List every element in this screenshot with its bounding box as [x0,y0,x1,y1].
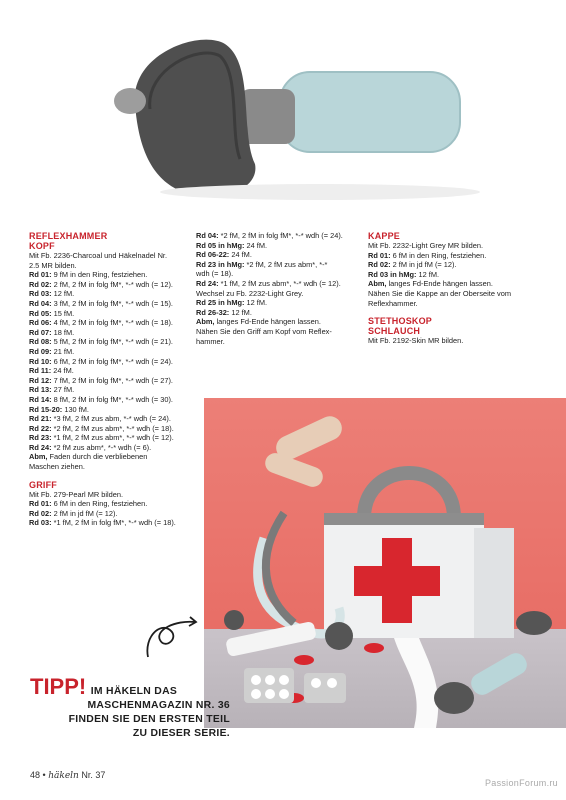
section-title-griff: GRIFF [29,479,57,490]
instruction-line [29,280,187,290]
instruction-text: *3 fM, 2 fM zus abm, *-* wdh (= 24). [51,414,171,424]
instruction-text: Faden durch die verbliebenen [47,452,148,462]
instruction-line [29,251,187,261]
instruction-line [29,405,187,415]
instruction-line [196,250,356,260]
instruction-text: 2 fM in jd fM (= 12). [390,260,457,270]
instruction-text: 24 fM. [229,250,252,260]
instruction-line [29,509,187,519]
instruction-text: *2 fM, 2 fM zus abm*, *-* [244,259,328,269]
instruction-text: *2 fM zus abm*, *-* wdh (= 6). [51,442,152,452]
round-label: Rd 01: [29,499,52,509]
instruction-text: langes Fd-Ende hängen lassen. [214,317,321,327]
instruction-line [368,279,538,289]
page-footer [30,770,105,781]
instruction-line [196,317,356,327]
instruction-text: wdh (= 18). [196,269,234,279]
instruction-text: 24 fM. [51,366,74,376]
tip-line-2: MASCHENMAGAZIN NR. 36 [87,700,230,711]
schlauch-instructions [368,336,538,346]
instruction-text: 12 fM. [229,307,252,317]
instruction-line [29,433,187,443]
round-label: Rd 06-22: [196,250,230,260]
instruction-line [29,443,187,453]
section-title-reflexhammer: REFLEXHAMMER [29,231,108,241]
tip-box [30,676,230,741]
round-label: Rd 11: [29,366,52,376]
instruction-text: Nähen Sie die Kappe an der Oberseite vom [368,288,511,298]
doctor-set-photo [204,398,566,728]
round-label: Rd 24: [196,278,219,288]
instruction-text: 18 fM. [51,327,75,337]
instruction-text: Mit Fb. 2192-Skin MR bilden. [368,336,464,346]
instruction-text: 4 fM, 2 fM in folg fM*, *-* wdh (= 18). [51,318,173,328]
instruction-text: Nähen Sie den Griff am Kopf vom Reflex- [196,326,332,336]
griff-instructions-continued [196,231,356,346]
instruction-line [368,289,538,299]
tip-line-3: FINDEN SIE DEN ERSTEN TEIL [68,714,230,725]
instruction-text: 12 fM. [51,289,75,299]
instruction-text: langes Fd-Ende hängen lassen. [386,279,493,289]
round-label: Rd 01: [368,250,391,260]
round-label: Rd 12: [29,375,52,385]
round-label: Rd 03: [29,289,52,299]
instruction-text: 27 fM. [51,385,75,395]
instruction-line [29,318,187,328]
round-label: Rd 21: [29,414,52,424]
round-label: Rd 25 in hMg: [196,298,245,308]
instruction-text: 6 fM in den Ring, festziehen. [390,250,487,260]
instruction-line [196,337,356,347]
kappe-instructions [368,241,538,308]
instruction-text: *2 fM, 2 fM zus abm*, *-* wdh (= 18). [51,423,174,433]
instruction-line [29,462,187,472]
instruction-line [29,490,187,500]
round-label: Rd 06: [29,318,52,328]
round-label: Rd 01: [29,270,52,280]
instruction-line [29,518,187,528]
instruction-line [29,270,187,280]
instruction-text: 12 fM. [416,269,440,279]
round-label: Abm, [196,317,215,327]
instruction-text: 21 fM. [51,346,75,356]
kopf-instructions [29,251,187,472]
round-label: Rd 08: [29,337,52,347]
instruction-line [196,260,356,270]
round-label: Rd 15-20: [29,404,63,414]
round-label: Rd 03 in hMg: [368,269,417,279]
instruction-line [196,289,356,299]
instruction-line [29,385,187,395]
footer-bullet: • [42,770,46,780]
instruction-text: *1 fM, 2 fM in folg fM*, *-* wdh (= 18). [51,518,176,528]
instruction-line [29,366,187,376]
column-3 [368,231,538,346]
watermark: PassionForum.ru [484,778,558,788]
round-label: Rd 02: [29,508,52,518]
instruction-text: 2.5 MR bilden. [29,260,77,270]
instruction-line [29,499,187,509]
instruction-line [368,241,538,251]
round-label: Rd 23 in hMg: [196,259,245,269]
instruction-line [196,327,356,337]
page-number: 48 [30,770,41,780]
instruction-line [29,299,187,309]
round-label: Rd 04: [196,231,219,240]
round-label: Rd 22: [29,423,52,433]
instruction-text: 24 fM. [244,240,268,250]
round-label: Rd 05 in hMg: [196,240,245,250]
tip-line-1: IM HÄKELN DAS [90,686,178,697]
instruction-line [29,337,187,347]
instruction-text: *1 fM, 2 fM zus abm*, *-* wdh (= 12). [51,433,174,443]
instruction-text: 7 fM, 2 fM in folg fM*, *-* wdh (= 27). [51,375,173,385]
instruction-line [196,231,356,241]
instruction-line [29,414,187,424]
round-label: Abm, [368,279,387,289]
instruction-line [368,270,538,280]
instruction-text: *1 fM, 2 fM zus abm*, *-* wdh (= 12). [218,278,341,288]
instruction-line [196,298,356,308]
instruction-line [29,261,187,271]
instruction-text: 6 fM in den Ring, festziehen. [51,499,148,509]
instruction-line [29,395,187,405]
instruction-text: 8 fM, 2 fM in folg fM*, *-* wdh (= 30). [51,394,173,404]
round-label: Rd 07: [29,327,52,337]
round-label: Rd 09: [29,346,52,356]
instruction-line [196,241,356,251]
instruction-line [29,376,187,386]
tip-line-4: ZU DIESER SERIE. [132,728,230,739]
swirl-arrow-icon [140,612,200,662]
instruction-text: Reflexhammer. [368,298,418,308]
column-2 [196,231,356,346]
instruction-line [368,260,538,270]
round-label: Rd 02: [29,279,52,289]
instruction-line [368,251,538,261]
round-label: Abm, [29,452,48,462]
round-label: Rd 05: [29,308,52,318]
instruction-text: 2 fM, 2 fM in folg fM*, *-* wdh (= 12). [51,279,173,289]
column-1 [29,231,187,528]
instruction-text: 9 fM in den Ring, festziehen. [51,270,148,280]
instruction-line [29,309,187,319]
instruction-text: Mit Fb. 2236-Charcoal und Häkelnadel Nr. [29,251,168,260]
round-label: Rd 26-32: [196,307,230,317]
instruction-line [29,328,187,338]
round-label: Rd 14: [29,394,52,404]
round-label: Rd 13: [29,385,52,395]
instruction-text: 6 fM, 2 fM in folg fM*, *-* wdh (= 24). [51,356,173,366]
instruction-text: Maschen ziehen. [29,462,85,472]
instruction-line [29,424,187,434]
round-label: Rd 24: [29,442,52,452]
instruction-text: 5 fM, 2 fM in folg fM*, *-* wdh (= 21). [51,337,173,347]
instruction-line [196,308,356,318]
instruction-line [29,347,187,357]
round-label: Rd 03: [29,518,52,528]
instruction-text: hammer. [196,336,225,346]
reflex-hammer-photo [90,14,490,214]
instruction-text: 2 fM in jd fM (= 12). [51,508,118,518]
round-label: Rd 04: [29,298,52,308]
instruction-text: 15 fM. [51,308,75,318]
instruction-line [29,452,187,462]
round-label: Rd 23: [29,433,52,443]
griff-instructions [29,490,187,528]
instruction-line [196,279,356,289]
instruction-line [196,269,356,279]
magazine-logo: häkeln [48,771,79,781]
instruction-line [368,299,538,309]
section-title-schlauch: SCHLAUCH [368,326,421,337]
instruction-text: 12 fM. [244,298,268,308]
section-title-kappe: KAPPE [368,231,401,241]
instruction-text: Wechsel zu Fb. 2232-Light Grey. [196,288,304,298]
instruction-line [368,336,538,346]
tip-word: TIPP! [30,674,87,699]
instruction-line [29,357,187,367]
instruction-text: *2 fM, 2 fM in folg fM*, *-* wdh (= 24). [218,231,343,240]
instruction-text: 130 fM. [62,404,89,414]
round-label: Rd 02: [368,260,391,270]
round-label: Rd 10: [29,356,52,366]
instruction-text: 3 fM, 2 fM in folg fM*, *-* wdh (= 15). [51,298,173,308]
section-title-stethoskop: STETHOSKOP [368,316,433,327]
instruction-text: Mit Fb. 279-Pearl MR bilden. [29,489,124,499]
section-title-kopf: KOPF [29,241,55,251]
instruction-line [29,289,187,299]
issue-number: Nr. 37 [81,770,106,780]
instruction-text: Mit Fb. 2232-Light Grey MR bilden. [368,241,484,250]
